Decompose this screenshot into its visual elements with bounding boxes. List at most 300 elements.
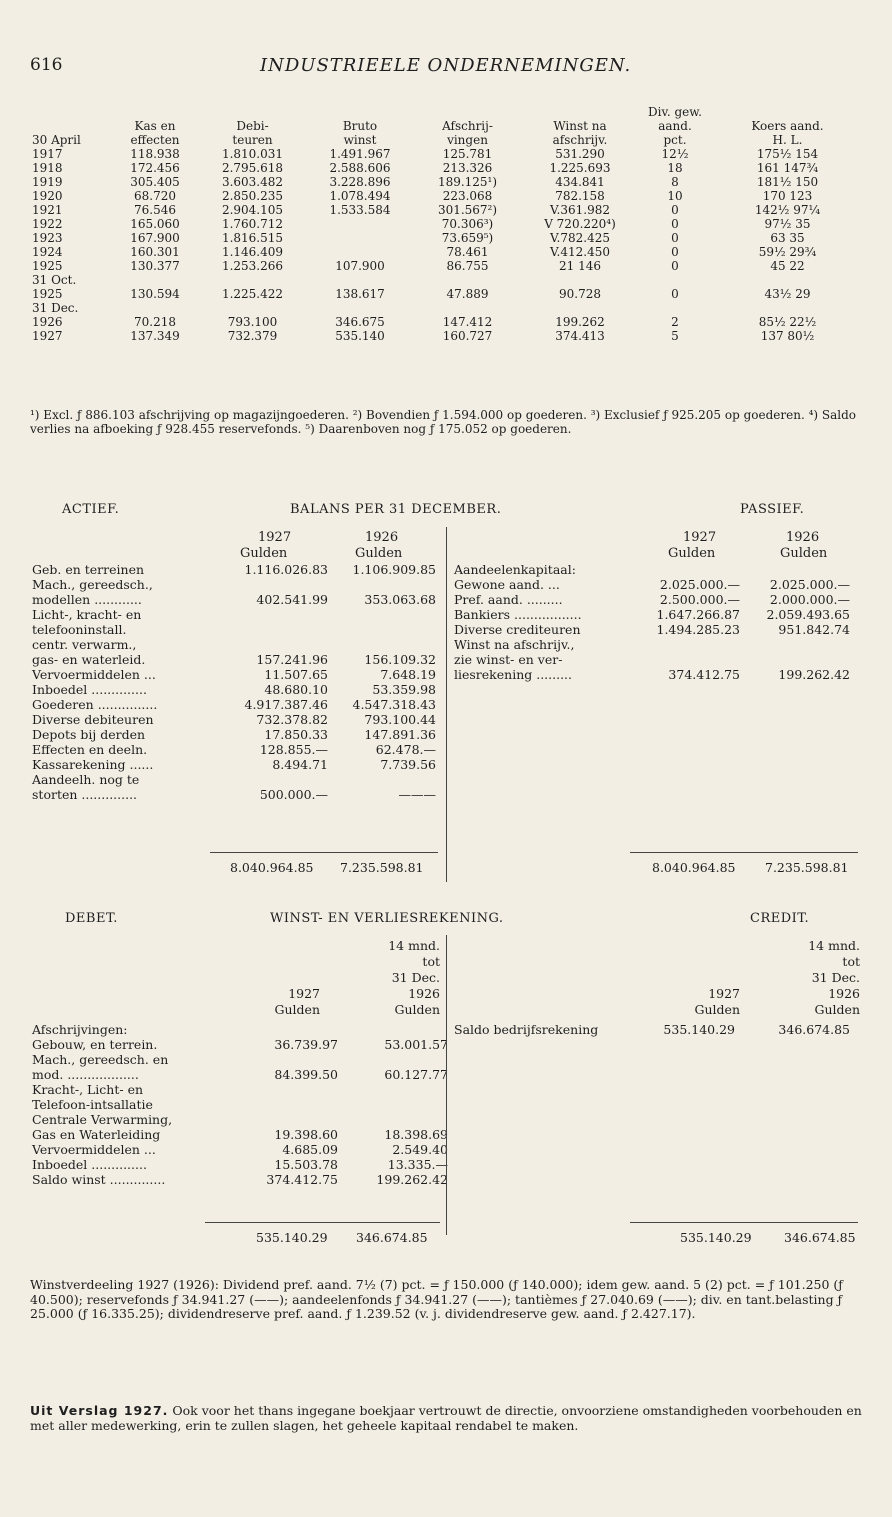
stats-row-cell: 90.728	[559, 287, 601, 301]
passief-row	[452, 622, 852, 637]
unit-a: Gulden	[240, 546, 288, 561]
stats-row-cell: 43½ 29	[764, 287, 811, 301]
debet-row-cell: Kracht-, Licht- en	[32, 1082, 144, 1097]
stats-row-cell: 305.405	[130, 175, 180, 189]
debet-row-cell	[340, 1022, 450, 1037]
debet-row	[30, 1142, 450, 1157]
actief-row-cell: 1.116.026.83	[244, 562, 328, 577]
stats-row-cell	[640, 273, 710, 287]
stats-row-cell: 223.068	[442, 189, 493, 203]
passief-row-cell: liesrekening .........	[454, 667, 572, 682]
actief-table	[30, 562, 438, 802]
stats-row-cell: 78.461	[446, 245, 489, 259]
actief-row-cell: centr. verwarm.,	[32, 637, 137, 652]
passief-row-cell: 2.500.000.—	[659, 592, 740, 607]
debet-row-cell: 18.398.69	[384, 1127, 448, 1142]
balans-total-left-b: 7.235.598.81	[340, 860, 424, 875]
stats-row-cell: 199.262	[555, 315, 605, 329]
stats-header-row-cell: Div. gew.	[648, 105, 702, 119]
stats-row-cell: 167.900	[130, 231, 180, 245]
colb-head-line: 31 Dec.	[391, 970, 440, 985]
stats-row-cell: 138.617	[335, 287, 385, 301]
stats-row-cell: 0	[671, 231, 679, 245]
stats-header-row	[30, 133, 865, 147]
year-a: 1927	[258, 530, 292, 545]
page-number: 616	[30, 55, 63, 75]
stats-row	[30, 315, 865, 329]
debet-row-cell: 2.549.40	[392, 1142, 448, 1157]
winst-right-total-rule	[630, 1222, 858, 1223]
stats-header-row-cell: effecten	[130, 133, 180, 147]
actief-row-cell: Inboedel ..............	[32, 682, 147, 697]
stats-header-row-cell	[415, 105, 520, 119]
stats-row-cell: 3.228.896	[329, 175, 391, 189]
debet-row-cell	[245, 1112, 340, 1127]
actief-row	[30, 727, 438, 742]
stats-row-cell: 1917	[32, 147, 63, 161]
actief-row-cell	[330, 637, 438, 652]
stats-row-cell: 1926	[32, 315, 63, 329]
stats-row-cell: 0	[671, 287, 679, 301]
stats-header-row-cell: Winst na	[553, 119, 607, 133]
stats-row-cell: 782.158	[555, 189, 605, 203]
stats-row-cell: 1.146.409	[221, 245, 284, 259]
stats-row-cell: 1918	[32, 161, 63, 175]
actief-row	[30, 742, 438, 757]
stats-row-cell: 31 Oct.	[32, 273, 77, 287]
passief-row-cell: Aandeelenkapitaal:	[454, 562, 576, 577]
debet-row-cell: Gas en Waterleiding	[32, 1127, 161, 1142]
stats-row-cell	[520, 301, 640, 315]
stats-header-row-cell	[30, 105, 110, 119]
actief-row-cell	[230, 607, 330, 622]
passief-row-cell	[642, 562, 742, 577]
unit-b: Gulden	[355, 546, 403, 561]
stats-header-row	[30, 105, 865, 119]
stats-row-cell: 1922	[32, 217, 63, 231]
colb-head-line: tot	[842, 954, 860, 969]
colb-head-line: 14 mnd.	[808, 938, 860, 953]
stats-row-cell	[200, 273, 305, 287]
unit-b: Gulden	[814, 1002, 860, 1017]
debet-row	[30, 1172, 450, 1187]
stats-row-cell: 374.413	[555, 329, 605, 343]
stats-row-cell: 172.456	[130, 161, 180, 175]
actief-row	[30, 562, 438, 577]
verslag-paragraph	[30, 1404, 865, 1433]
actief-heading: ACTIEF.	[62, 502, 120, 517]
winst-total-left-a: 535.140.29	[256, 1230, 328, 1245]
balans-total-right-a: 8.040.964.85	[652, 860, 736, 875]
stats-header-row-cell: Afschrij-	[442, 119, 493, 133]
stats-row-cell: 0	[671, 217, 679, 231]
stats-row	[30, 259, 865, 273]
passief-row	[452, 637, 852, 652]
stats-row-cell	[305, 217, 415, 231]
debet-row-cell	[340, 1112, 450, 1127]
debet-row	[30, 1067, 450, 1082]
stats-row-cell: 2	[671, 315, 679, 329]
stats-row-cell: 147.412	[442, 315, 493, 329]
passief-row-cell: Winst na afschrijv.,	[454, 637, 575, 652]
stats-row-cell: 1919	[32, 175, 63, 189]
passief-row	[452, 667, 852, 682]
winst-total-left-b: 346.674.85	[356, 1230, 428, 1245]
actief-row-cell: Licht-, kracht- en	[32, 607, 142, 622]
stats-row-cell: 531.290	[555, 147, 605, 161]
winst-right-colb-head	[770, 938, 860, 1018]
debet-row-cell: 53.001.57	[384, 1037, 448, 1052]
actief-row-cell: 500.000.—	[259, 787, 328, 802]
debet-row-cell: 374.412.75	[266, 1172, 338, 1187]
actief-row	[30, 637, 438, 652]
actief-row	[30, 682, 438, 697]
debet-row-cell: Telefoon-intsallatie	[32, 1097, 153, 1112]
actief-row-cell: 732.378.82	[256, 712, 328, 727]
stats-row-cell: 165.060	[130, 217, 180, 231]
stats-table	[30, 105, 865, 343]
stats-row-cell	[415, 301, 520, 315]
actief-row-cell: Mach., gereedsch.,	[32, 577, 153, 592]
stats-row-cell	[305, 301, 415, 315]
passief-row-cell: Pref. aand. .........	[454, 592, 563, 607]
debet-row-cell	[245, 1097, 340, 1112]
debet-row	[30, 1082, 450, 1097]
actief-row-cell: Vervoermiddelen ...	[32, 667, 156, 682]
stats-row	[30, 161, 865, 175]
actief-row	[30, 772, 438, 787]
actief-row	[30, 607, 438, 622]
passief-row-cell	[642, 652, 742, 667]
stats-row-cell: 63 35	[770, 231, 805, 245]
credit-row-cell: 535.140.29	[663, 1022, 735, 1037]
winst-divider	[446, 935, 447, 1235]
year-b: 1926	[786, 530, 820, 545]
stats-row-cell: 535.140	[335, 329, 385, 343]
stats-row-cell	[110, 301, 200, 315]
stats-row	[30, 175, 865, 189]
stats-row-cell: 1.760.712	[221, 217, 284, 231]
stats-row	[30, 217, 865, 231]
stats-row-cell: 97½ 35	[764, 217, 811, 231]
stats-row	[30, 203, 865, 217]
passief-row-cell: Bankiers .................	[454, 607, 582, 622]
passief-row-cell	[742, 652, 852, 667]
unit-a: Gulden	[694, 1002, 740, 1017]
stats-row-cell: 12½	[661, 147, 689, 161]
stats-row-cell: 68.720	[134, 189, 176, 203]
actief-row-cell: 4.917.387.46	[244, 697, 328, 712]
passief-row	[452, 577, 852, 592]
stats-header-row-cell: Kas en	[134, 119, 176, 133]
stats-row-cell: 181½ 150	[756, 175, 819, 189]
actief-row-cell: modellen ............	[32, 592, 142, 607]
debet-row-cell: 36.739.97	[274, 1037, 338, 1052]
stats-header-row-cell	[30, 119, 110, 133]
balans-divider	[446, 527, 447, 882]
actief-row-cell: 62.478.—	[375, 742, 436, 757]
stats-row-cell: 1923	[32, 231, 63, 245]
stats-row-cell: 137 80½	[760, 329, 815, 343]
debet-row-cell	[340, 1097, 450, 1112]
winst-left-total-rule	[205, 1222, 440, 1223]
stats-header-row-cell: afschrijv.	[552, 133, 608, 147]
stats-row-cell: 1.810.031	[221, 147, 284, 161]
unit-b: Gulden	[394, 1002, 440, 1017]
actief-row-cell: 7.739.56	[380, 757, 436, 772]
stats-header-row-cell: 30 April	[32, 133, 81, 147]
stats-row	[30, 189, 865, 203]
debet-row	[30, 1052, 450, 1067]
stats-row-cell: 70.218	[134, 315, 176, 329]
balans-total-right-b: 7.235.598.81	[765, 860, 849, 875]
stats-row	[30, 147, 865, 161]
stats-row-cell: 170 123	[762, 189, 813, 203]
stats-row-cell: 5	[671, 329, 679, 343]
debet-row-cell	[340, 1082, 450, 1097]
verslag-label: Uit Verslag 1927.	[30, 1403, 169, 1418]
passief-row-cell	[742, 562, 852, 577]
stats-header-row-cell: vingen	[447, 133, 488, 147]
passief-row	[452, 607, 852, 622]
year-b: 1926	[408, 986, 440, 1001]
actief-row-cell: 53.359.98	[372, 682, 436, 697]
stats-row-cell	[415, 273, 520, 287]
debet-row-cell	[245, 1022, 340, 1037]
stats-row-cell: 301.567²)	[437, 203, 498, 217]
stats-row-cell: 125.781	[442, 147, 493, 161]
debet-row-cell: Inboedel ..............	[32, 1157, 147, 1172]
credit-row-cell: Saldo bedrijfsrekening	[454, 1022, 599, 1037]
stats-row-cell	[305, 273, 415, 287]
stats-row-cell: 0	[671, 259, 679, 273]
debet-row-cell: Saldo winst ..............	[32, 1172, 166, 1187]
debet-row-cell: 15.503.78	[274, 1157, 338, 1172]
actief-row	[30, 712, 438, 727]
stats-row-cell: 59½ 29¾	[758, 245, 817, 259]
stats-row-cell	[200, 301, 305, 315]
stats-row-cell	[710, 273, 865, 287]
stats-row-cell	[305, 231, 415, 245]
actief-row-cell: 793.100.44	[364, 712, 436, 727]
actief-row-cell: 1.106.909.85	[352, 562, 436, 577]
stats-row-cell: 118.938	[130, 147, 180, 161]
actief-row	[30, 697, 438, 712]
stats-row-cell: 189.125¹)	[437, 175, 498, 189]
actief-row-cell: gas- en waterleid.	[32, 652, 146, 667]
colb-head-line: 14 mnd.	[388, 938, 440, 953]
stats-row-cell: 1.491.967	[329, 147, 391, 161]
stats-row-cell	[110, 273, 200, 287]
actief-row-cell	[230, 622, 330, 637]
debet-row-cell: 4.685.09	[282, 1142, 338, 1157]
actief-row-cell: Depots bij derden	[32, 727, 146, 742]
passief-row-cell: 374.412.75	[668, 667, 740, 682]
passief-row-cell: 2.000.000.—	[769, 592, 850, 607]
stats-row-cell: V 720.220⁴)	[544, 217, 616, 231]
passief-row-cell: Diverse crediteuren	[454, 622, 581, 637]
stats-header-row-cell	[520, 105, 640, 119]
debet-row-cell: Gebouw, en terrein.	[32, 1037, 158, 1052]
stats-row-cell: 8	[671, 175, 679, 189]
stats-row-cell: 18	[667, 161, 683, 175]
debet-row-cell: 19.398.60	[274, 1127, 338, 1142]
actief-row-cell: Aandeelh. nog te	[32, 772, 140, 787]
balans-left-total-rule	[210, 852, 438, 853]
stats-row-cell: 434.841	[555, 175, 605, 189]
passief-row	[452, 592, 852, 607]
credit-row-cell: 346.674.85	[778, 1022, 850, 1037]
stats-row-cell: 1.533.584	[329, 203, 391, 217]
stats-row	[30, 329, 865, 343]
actief-row-cell	[330, 607, 438, 622]
passief-row-cell: 2.025.000.—	[659, 577, 740, 592]
stats-row-cell: 1.225.422	[221, 287, 284, 301]
footnotes: ¹) Excl. ƒ 886.103 afschrijving op magazijngoederen. ²) Bovendien ƒ 1.594.000 op goederen. ³) Exclusief ƒ 925.205 op goederen. ⁴) Saldo verlies na afboeking ƒ 928.455 reservefonds. ⁵) Daarenboven nog ƒ 175.052 op goederen.	[30, 408, 857, 436]
stats-row-cell: 2.904.105	[221, 203, 284, 217]
winst-total-right-b: 346.674.85	[784, 1230, 856, 1245]
stats-row-cell: 1.816.515	[221, 231, 284, 245]
stats-row-cell: 21 146	[559, 259, 601, 273]
passief-row-cell: Gewone aand. ...	[454, 577, 560, 592]
actief-row-cell: 11.507.65	[264, 667, 328, 682]
credit-row	[452, 1022, 852, 1037]
stats-row-cell: 732.379	[227, 329, 278, 343]
stats-row-cell: 31 Dec.	[32, 301, 79, 315]
actief-row	[30, 622, 438, 637]
actief-row-cell	[230, 637, 330, 652]
debet-row-cell: mod. ..................	[32, 1067, 139, 1082]
actief-row-cell	[230, 772, 330, 787]
stats-row	[30, 273, 865, 287]
actief-row-cell: storten ..............	[32, 787, 138, 802]
debet-heading: DEBET.	[65, 911, 118, 926]
actief-row-cell: 156.109.32	[364, 652, 436, 667]
passief-row	[452, 652, 852, 667]
actief-row-cell: 128.855.—	[259, 742, 328, 757]
balans-total-left-a: 8.040.964.85	[230, 860, 314, 875]
stats-row-cell	[640, 301, 710, 315]
actief-row-cell	[330, 577, 438, 592]
passief-row-cell: 951.842.74	[778, 622, 850, 637]
stats-row-cell: 130.594	[130, 287, 180, 301]
debet-row	[30, 1127, 450, 1142]
passief-row-cell: 199.262.42	[778, 667, 850, 682]
actief-row	[30, 787, 438, 802]
stats-row-cell	[520, 273, 640, 287]
stats-row	[30, 231, 865, 245]
actief-row-cell: Geb. en terreinen	[32, 562, 145, 577]
stats-row-cell: 70.306³)	[441, 217, 494, 231]
actief-row	[30, 592, 438, 607]
credit-heading: CREDIT.	[750, 911, 810, 926]
actief-row-cell	[330, 772, 438, 787]
stats-row-cell: 161 147¾	[756, 161, 819, 175]
stats-header-row-cell: winst	[343, 133, 377, 147]
debet-row-cell: Vervoermiddelen ...	[32, 1142, 156, 1157]
actief-row-cell: 157.241.96	[256, 652, 328, 667]
stats-row-cell: 213.326	[442, 161, 493, 175]
stats-header-row-cell: aand.	[658, 119, 692, 133]
year-b: 1926	[365, 530, 399, 545]
passief-table	[452, 562, 852, 682]
stats-header-row-cell: H. L.	[772, 133, 803, 147]
stats-row-cell: 1924	[32, 245, 63, 259]
unit-a: Gulden	[668, 546, 716, 561]
year-a: 1927	[683, 530, 717, 545]
running-title: INDUSTRIEELE ONDERNEMINGEN.	[260, 55, 632, 76]
unit-a: Gulden	[274, 1002, 320, 1017]
actief-row-cell: 353.063.68	[364, 592, 436, 607]
stats-row-cell: 142½ 97¼	[754, 203, 821, 217]
debet-row	[30, 1157, 450, 1172]
actief-row-cell: 17.850.33	[264, 727, 328, 742]
stats-row-cell: 1.225.693	[549, 161, 611, 175]
actief-row-cell: 48.680.10	[264, 682, 328, 697]
stats-header-row	[30, 119, 865, 133]
stats-row-cell: V.412.450	[549, 245, 610, 259]
stats-row-cell: 0	[671, 245, 679, 259]
passief-row-cell: 1.647.266.87	[656, 607, 740, 622]
actief-row-cell: Effecten en deeln.	[32, 742, 148, 757]
year-b: 1926	[828, 986, 860, 1001]
winstverdeeling-text: Winstverdeeling 1927 (1926): Dividend pref. aand. 7½ (7) pct. = ƒ 150.000 (ƒ 140.000); idem gew. aand. 5 (2) pct. = ƒ 101.250 (ƒ 40.500); reservefonds ƒ 34.941.27 (——); aandeelenfonds ƒ 34.941.27 (——); tantièmes ƒ 27.040.69 (——); div. en tant.belasting ƒ 25.000 (ƒ 16.335.25); dividendreserve pref. aand. ƒ 1.239.52 (v. j. dividendreserve gew. aand. ƒ 2.427.17).	[30, 1277, 843, 1321]
stats-header-row-cell: pct.	[663, 133, 687, 147]
stats-row-cell: V.782.425	[549, 231, 610, 245]
passief-row-cell	[642, 637, 742, 652]
actief-row-cell: telefooninstall.	[32, 622, 127, 637]
stats-row-cell: 2.795.618	[221, 161, 284, 175]
winst-left-cola-head	[240, 986, 320, 1018]
stats-row-cell: 1925	[32, 287, 63, 301]
debet-row	[30, 1112, 450, 1127]
debet-table	[30, 1022, 450, 1187]
passief-row	[452, 562, 852, 577]
actief-row-cell: Kassarekening ......	[32, 757, 154, 772]
stats-row-cell: 160.727	[442, 329, 493, 343]
stats-row-cell: 1927	[32, 329, 63, 343]
stats-header-row-cell: Koers aand.	[751, 119, 824, 133]
winst-total-right-a: 535.140.29	[680, 1230, 752, 1245]
debet-row-cell	[245, 1082, 340, 1097]
actief-row	[30, 757, 438, 772]
stats-row-cell: 175½ 154	[756, 147, 819, 161]
passief-row-cell: 1.494.285.23	[656, 622, 740, 637]
actief-row-cell: 402.541.99	[256, 592, 328, 607]
unit-b: Gulden	[780, 546, 828, 561]
actief-row	[30, 667, 438, 682]
stats-row-cell: 47.889	[446, 287, 489, 301]
debet-row-cell	[340, 1052, 450, 1067]
stats-row-cell: 107.900	[335, 259, 385, 273]
stats-row-cell: 793.100	[227, 315, 278, 329]
colb-head-line: 31 Dec.	[811, 970, 860, 985]
stats-row-cell: 73.659⁵)	[441, 231, 494, 245]
page-header	[30, 55, 862, 77]
balans-heading: BALANS PER 31 DECEMBER.	[290, 502, 502, 517]
passief-row-cell: 2.059.493.65	[766, 607, 850, 622]
stats-row-cell: 1925	[32, 259, 63, 273]
stats-row-cell: 346.675	[335, 315, 385, 329]
actief-row-cell: Diverse debiteuren	[32, 712, 154, 727]
actief-row-cell: 7.648.19	[380, 667, 436, 682]
actief-row-cell	[330, 622, 438, 637]
stats-row-cell: 76.546	[134, 203, 176, 217]
actief-row-cell: 8.494.71	[272, 757, 328, 772]
stats-header-row-cell	[710, 105, 865, 119]
stats-row-cell: 1920	[32, 189, 63, 203]
passief-heading: PASSIEF.	[740, 502, 805, 517]
